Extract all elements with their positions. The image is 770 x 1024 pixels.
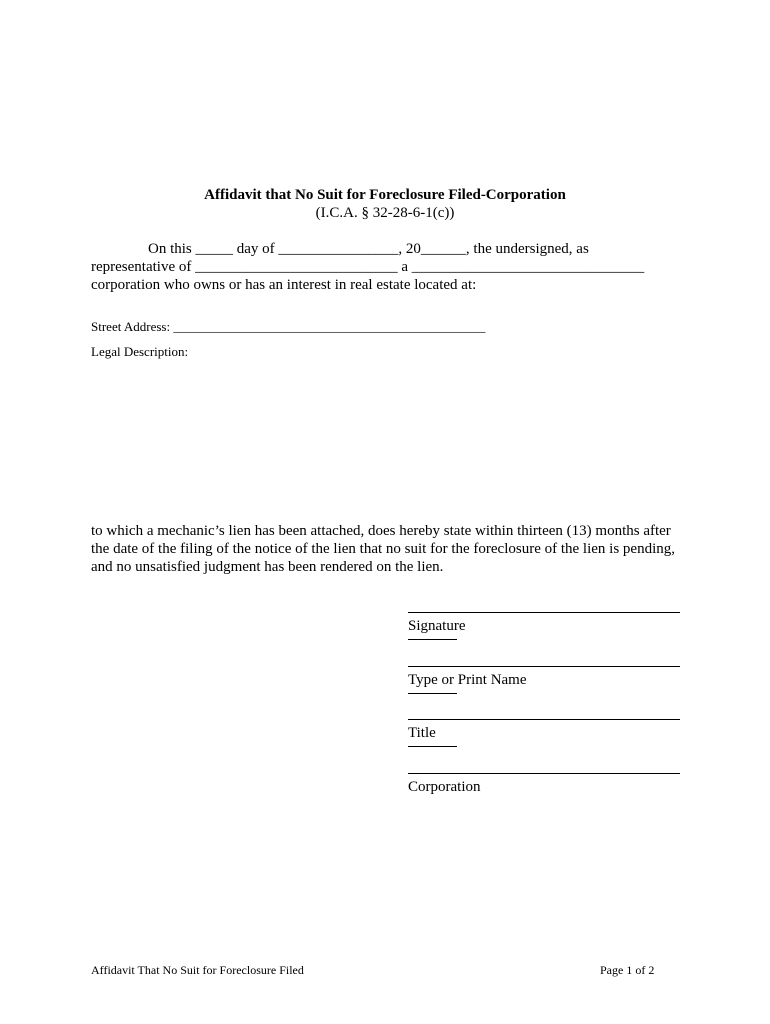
title-entry bbox=[408, 719, 680, 747]
statement-line-2: the date of the filing of the notice of the lien that no suit for the foreclosure of the lien is pending, bbox=[91, 541, 675, 557]
statement-paragraph bbox=[91, 522, 691, 576]
corporation-label: Corporation bbox=[408, 779, 481, 795]
opening-line-3: corporation who owns or has an interest in real estate located at: bbox=[91, 277, 477, 293]
signature-line bbox=[408, 612, 680, 613]
street-address-field: Street Address: ________________________________________________ bbox=[91, 319, 486, 334]
signature-label: Signature bbox=[408, 618, 466, 634]
signature-entry bbox=[408, 612, 680, 640]
opening-paragraph bbox=[91, 240, 691, 294]
name-short-line bbox=[408, 693, 457, 694]
corporation-entry bbox=[408, 773, 680, 796]
document-title: Affidavit that No Suit for Foreclosure Filed-Corporation bbox=[204, 187, 566, 203]
title-line bbox=[408, 719, 680, 720]
statement-line-1: to which a mechanic’s lien has been attached, does hereby state within thirteen (13) months after bbox=[91, 523, 671, 539]
legal-description-label: Legal Description: bbox=[91, 344, 189, 359]
signature-short-line bbox=[408, 639, 457, 640]
title-block bbox=[0, 186, 770, 222]
opening-line-1: On this _____ day of ________________, 20______, the undersigned, as bbox=[148, 241, 589, 257]
footer-title: Affidavit That No Suit for Foreclosure Filed bbox=[91, 963, 304, 977]
page-number: Page 1 of 2 bbox=[600, 963, 655, 977]
statement-line-3: and no unsatisfied judgment has been rendered on the lien. bbox=[91, 559, 444, 575]
corporation-line bbox=[408, 773, 680, 774]
statute-citation: (I.C.A. § 32-28-6-1(c)) bbox=[315, 205, 455, 221]
name-entry bbox=[408, 666, 680, 694]
opening-line-2: representative of ___________________________ a _______________________________ bbox=[91, 259, 645, 275]
title-label: Title bbox=[408, 725, 436, 741]
name-label: Type or Print Name bbox=[408, 672, 527, 688]
title-short-line bbox=[408, 746, 457, 747]
name-line bbox=[408, 666, 680, 667]
